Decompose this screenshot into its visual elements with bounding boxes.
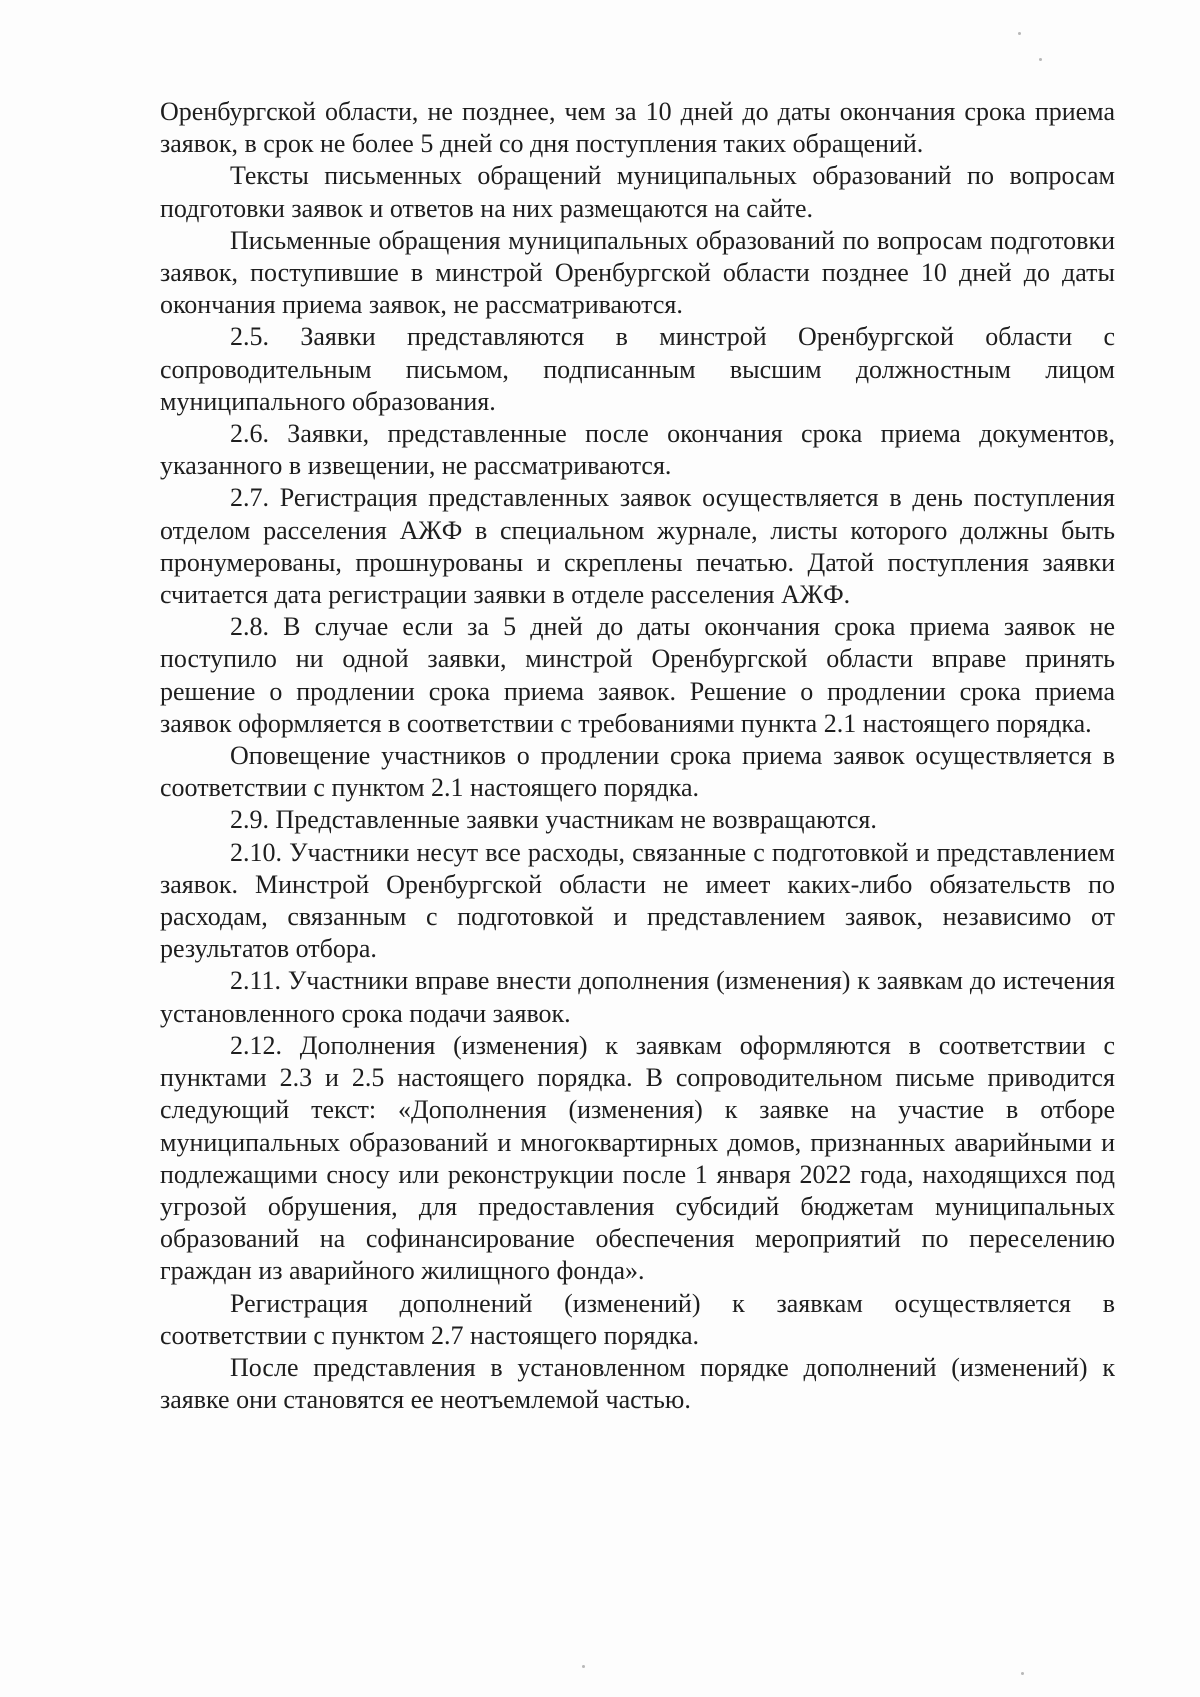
paragraph-2-12: 2.12. Дополнения (изменения) к заявкам оформляются в соответствии с пунктами 2.3 и 2.5 настоящего порядка. В сопроводительном письме приводится следующий текст: «Дополнения (изменения) к заявке на участие в отборе муниципальных образований и многоквартирных домов, признанных аварийными и подлежащими сносу или реконструкции после 1 января 2022 года, находящихся под угрозой обрушения, для предоставления субсидий бюджетам муниципальных образований на софинансирование обеспечения мероприятий по переселению граждан из аварийного жилищного фонда». xyxy=(160,1030,1115,1286)
paragraph-2-11: 2.11. Участники вправе внести дополнения (изменения) к заявкам до истечения установленного срока подачи заявок. xyxy=(160,966,1115,1028)
paragraph-2-10: 2.10. Участники несут все расходы, связанные с подготовкой и представлением заявок. Минстрой Оренбургской области не имеет каких-либо обязательств по расходам, связанным с подготовкой и представлением заявок, независимо от результатов отбора. xyxy=(160,837,1115,964)
paragraph-texts-publication: Тексты письменных обращений муниципальных образований по вопросам подготовки заявок и ответов на них размещаются на сайте. xyxy=(160,161,1115,223)
paragraph-amendment-registration: Регистрация дополнений (изменений) к заявкам осуществляется в соответствии с пунктом 2.7 настоящего порядка. xyxy=(160,1288,1115,1350)
scan-speck xyxy=(582,1665,585,1668)
paragraph-amendment-integral: После представления в установленном порядке дополнений (изменений) к заявке они становятся ее неотъемлемой частью. xyxy=(160,1352,1115,1415)
paragraph-2-7: 2.7. Регистрация представленных заявок осуществляется в день поступления отделом расселения АЖФ в специальном журнале, листы которого должны быть пронумерованы, прошнурованы и скреплены печатью. Датой поступления заявки считается дата регистрации заявки в отделе расселения АЖФ. xyxy=(160,483,1115,610)
paragraph-2-5: 2.5. Заявки представляются в минстрой Оренбургской области с сопроводительным письмом, подписанным высшим должностным лицом муниципального образования. xyxy=(160,322,1115,416)
paragraph-2-6: 2.6. Заявки, представленные после окончания срока приема документов, указанного в извещении, не рассматриваются. xyxy=(160,419,1115,481)
paragraph-notification: Оповещение участников о продлении срока приема заявок осуществляется в соответствии с пунктом 2.1 настоящего порядка. xyxy=(160,741,1115,803)
paragraph-2-8: 2.8. В случае если за 5 дней до даты окончания срока приема заявок не поступило ни одной заявки, минстрой Оренбургской области вправе принять решение о продлении срока приема заявок. Решение о продлении срока приема заявок оформляется в соответствии с требованиями пункта 2.1 настоящего порядка. xyxy=(160,612,1115,738)
scan-speck xyxy=(1018,32,1021,35)
paragraph-continuation: Оренбургской области, не позднее, чем за 10 дней до даты окончания срока приема заявок, в срок не более 5 дней со дня поступления таких обращений. xyxy=(160,97,1115,159)
scan-speck xyxy=(1039,58,1042,61)
scan-speck xyxy=(1021,1672,1024,1675)
document-body xyxy=(160,96,1115,1416)
paragraph-late-requests: Письменные обращения муниципальных образований по вопросам подготовки заявок, поступившие в минстрой Оренбургской области позднее 10 дней до даты окончания приема заявок, не рассматриваются. xyxy=(160,225,1115,320)
paragraph-2-9: 2.9. Представленные заявки участникам не возвращаются. xyxy=(230,805,877,835)
